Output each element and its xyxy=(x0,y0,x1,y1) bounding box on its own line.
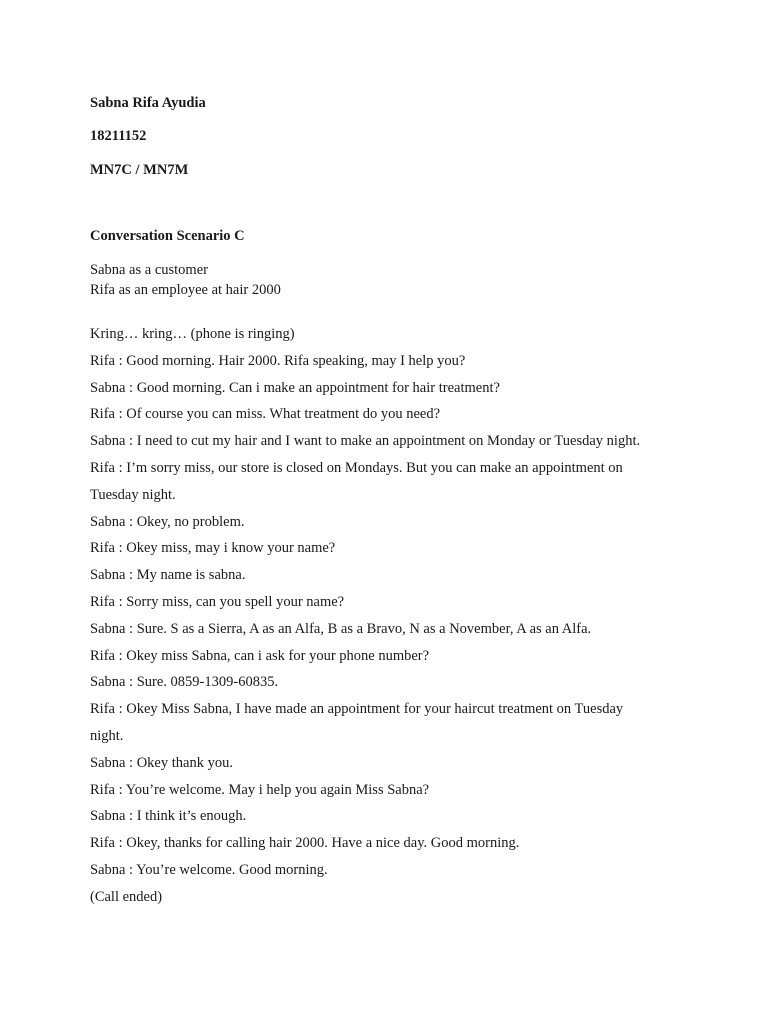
class-code: MN7C / MN7M xyxy=(90,162,189,178)
role-line: Rifa as an employee at hair 2000 xyxy=(90,282,281,298)
dialogue-line: Kring… kring… (phone is ringing) xyxy=(90,326,295,342)
dialogue-line: Rifa : Good morning. Hair 2000. Rifa speaking, may I help you? xyxy=(90,352,466,369)
dialogue-line: Tuesday night. xyxy=(90,486,176,503)
dialogue-line: Sabna : Okey, no problem. xyxy=(90,513,245,530)
dialogue-line: Rifa : I’m sorry miss, our store is closed on Mondays. But you can make an appointment on xyxy=(90,459,623,476)
dialogue-line: Sabna : My name is sabna. xyxy=(90,567,246,584)
author-name: Sabna Rifa Ayudia xyxy=(90,95,206,111)
student-id: 18211152 xyxy=(90,128,147,144)
dialogue-line: Sabna : I need to cut my hair and I want to make an appointment on Monday or Tuesday night. xyxy=(90,433,641,450)
dialogue-line: Sabna : Good morning. Can i make an appointment for hair treatment? xyxy=(90,379,500,396)
dialogue-line: Sabna : You’re welcome. Good morning. xyxy=(90,861,328,878)
dialogue-line: Rifa : Okey miss, may i know your name? xyxy=(90,540,336,557)
dialogue-line: Rifa : Okey, thanks for calling hair 2000. Have a nice day. Good morning. xyxy=(90,835,520,852)
dialogue-line: Sabna : Sure. 0859-1309-60835. xyxy=(90,674,279,691)
dialogue-line: Rifa : Okey miss Sabna, can i ask for your phone number? xyxy=(90,647,430,664)
document-title: Conversation Scenario C xyxy=(90,228,245,244)
dialogue-line: Rifa : Sorry miss, can you spell your name? xyxy=(90,593,345,610)
dialogue-line: (Call ended) xyxy=(90,888,163,905)
dialogue-line: Sabna : Sure. S as a Sierra, A as an Alfa, B as a Bravo, N as a November, A as an Alfa. xyxy=(90,620,592,637)
dialogue-line: Sabna : Okey thank you. xyxy=(90,754,233,771)
dialogue-line: Rifa : Of course you can miss. What treatment do you need? xyxy=(90,406,441,423)
roles-block xyxy=(90,260,281,300)
dialogue-line: Rifa : You’re welcome. May i help you again Miss Sabna? xyxy=(90,781,430,798)
dialogue-line: night. xyxy=(90,727,124,744)
dialogue-line: Sabna : I think it’s enough. xyxy=(90,808,247,825)
dialogue-block xyxy=(90,321,760,911)
dialogue-line: Rifa : Okey Miss Sabna, I have made an appointment for your haircut treatment on Tuesday xyxy=(90,701,624,718)
role-line: Sabna as a customer xyxy=(90,262,208,278)
